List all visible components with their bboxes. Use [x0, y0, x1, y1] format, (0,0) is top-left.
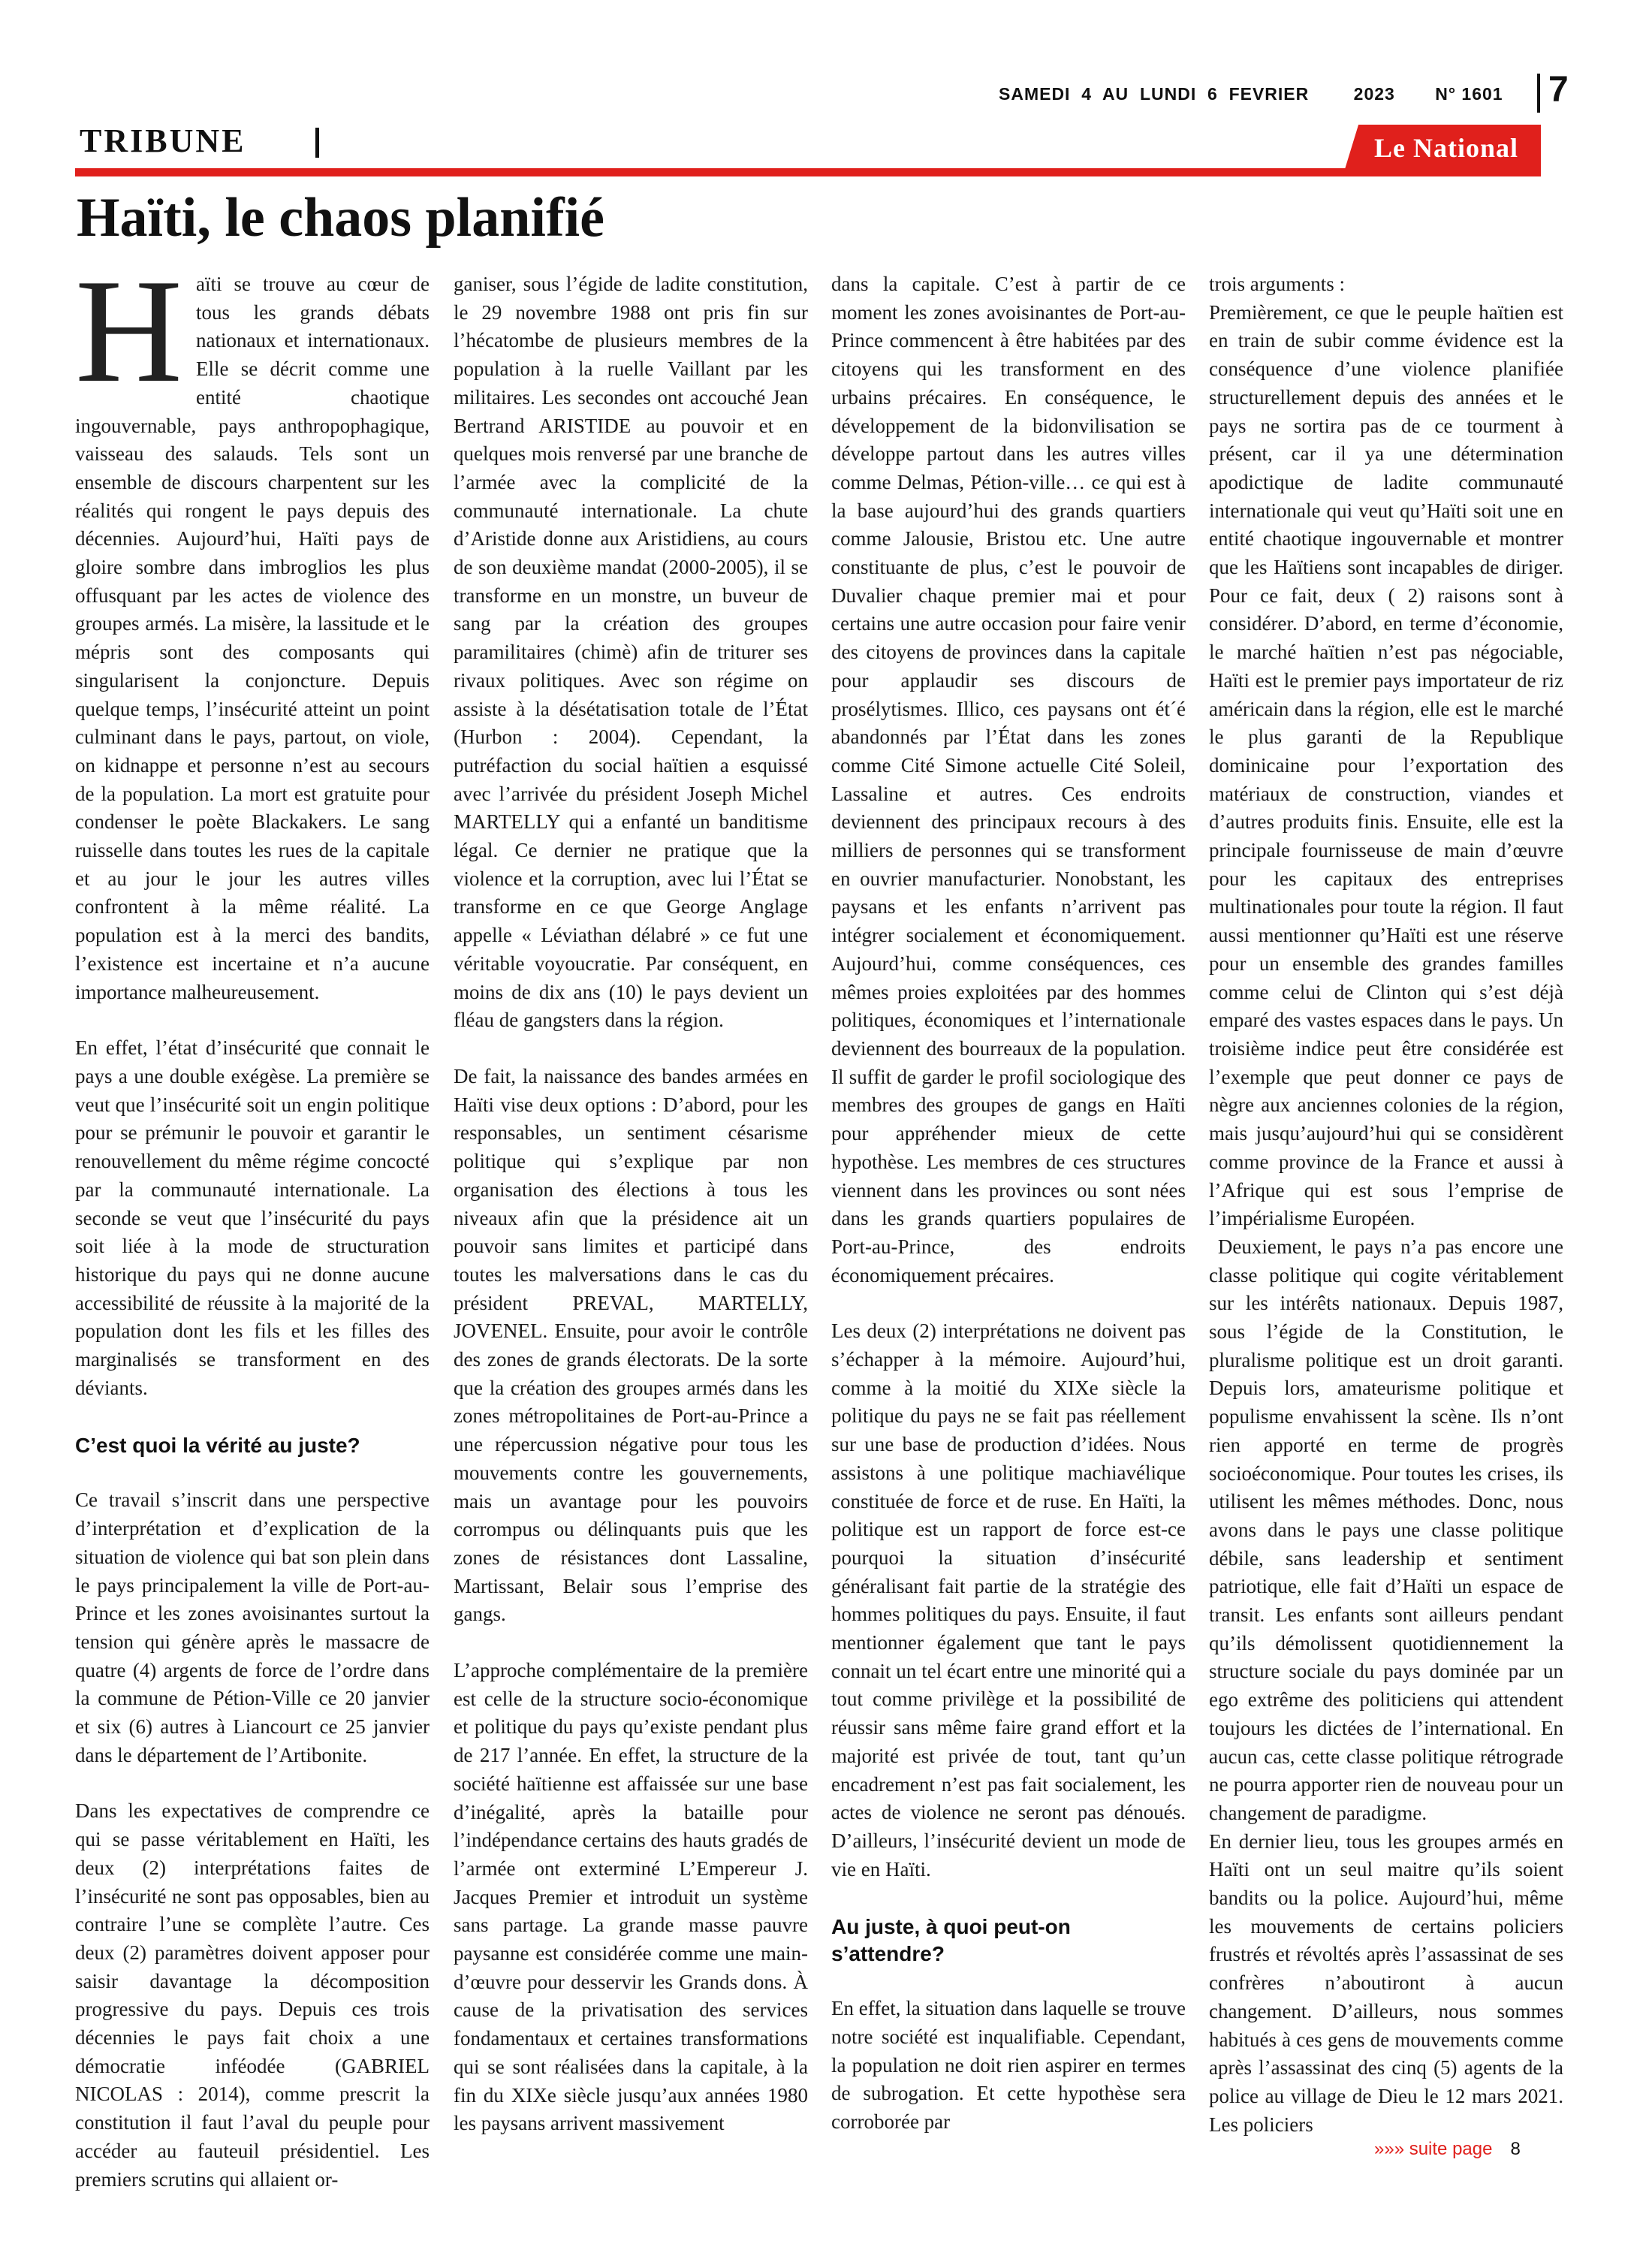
- paragraph: En dernier lieu, tous les groupes armés en Haïti ont un seul maitre qu’ils soient bandits ou la police. Aujourd’hui, même les mouvements de certains policiers frustrés et révoltés après l’assassinat de ses confrères n’aboutiront à aucun changement. D’ailleurs, nous sommes habitués à ces gens de mouvements comme après l’assassinat des cinq (5) agents de la police au village de Dieu le 12 mars 2021. Les policiers: [1209, 1829, 1563, 2136]
- article-column-1: [75, 249, 430, 2194]
- paragraph: En effet, la situation dans laquelle se trouve notre société est inqualifiable. Cependant, la population ne doit rien aspirer en termes de subrogation. Et cette hypothèse sera corroborée par: [831, 1997, 1186, 2134]
- paragraph: En effet, l’état d’insécurité que connait le pays a une double exégèse. La première se veut que l’insécurité soit un engin politique pour se prémunir le pouvoir et garantir le renouvellement du même régime concocté par la communauté internationale. La seconde se veut que l’insécurité du pays soit liée à la mode de structuration historique du pays qui ne donne aucune accessibilité de réussite à la majorité de la population dont les fils et les filles des marginalisés se transforment en des déviants.: [75, 1036, 430, 1399]
- brand-name: Le National: [1374, 133, 1519, 163]
- page-number: 7: [1548, 70, 1569, 110]
- issue-dateline: [999, 84, 1503, 104]
- article-column-4: [1209, 270, 1569, 2139]
- intro-text: aïti se trouve au cœur de tous les grands débats nationaux et internationaux. Elle se décrit comme une entité chaotique ingouvernable, pays anthropophagique, vaisseau des salauds. Tels sont un ensemble de discours charpentent sur les réalités qui rongent le pays depuis des décennies. Aujourd’hui, Haïti pays de gloire sombre dans imbroglios les plus offusquant par les actes de violence des groupes armés. La misère, la lassitude et le mépris sont des composants qui singularisent la conjoncture. Depuis quelque temps, l’insécurité atteint un point culminant dans le pays, partout, on viole, on kidnappe et personne n’est au secours de la population. La mort est gratuite pour condenser le poète Blackakers. Le sang ruisselle dans toutes les rues de la capitale et au jour le jour les autres villes confrontent à la même réalité. La population est à la merci des bandits, l’existence est incertaine et n’a aucune importance malheureusement.: [75, 273, 430, 1003]
- paragraph: Deuxiement, le pays n’a pas encore une classe politique qui cogite véritablement sur les intérêts nationaux. Depuis 1987, sous l’égide de la Constitution, le pluralisme politique est un droit garanti. Depuis lors, amateurisme politique et populisme envahissent la scène. Ils n’ont rien apporté en terme de progrès socioéconomique. Pour toutes les crises, ils utilisent les mêmes méthodes. Donc, nous avons dans le pays une classe politique débile, sans leadership et sentiment patriotique, elle fait d’Haïti un espace de transit. Les enfants sont ailleurs pendant qu’ils démolissent quotidiennement la structure sociale du pays dominée par un ego extrême des politiciens qui attendent toujours les dictées de l’international. En aucun cas, cette classe politique rétrograde ne pourra apporter rien de nouveau pour un changement de paradigme.: [1209, 1235, 1569, 1824]
- paragraph: Les deux (2) interprétations ne doivent pas s’échapper à la mémoire. Aujourd’hui, comme à la moitié du XIXe siècle la politique du pays ne se fait pas réellement sur une base de production d’idées. Nous assistons à une politique machiavélique constituée de force et de ruse. En Haïti, la politique est un rapport de force est-ce pourquoi la situation d’insécurité généralisant fait partie de la stratégie des hommes politiques du pays. Ensuite, il faut mentionner également que tant le pays connait un tel écart entre une minorité qui a tout comme privilège et la possibilité de réussir sans même faire grand effort et la majorité est privée de tout, tant qu’un encadrement n’est pas fait socialement, les actes de violence ne seront pas dénoués. D’ailleurs, l’insécurité devient un mode de vie en Haïti.: [831, 1320, 1186, 1881]
- subheading: C’est quoi la vérité au juste?: [75, 1434, 360, 1458]
- paragraph: De fait, la naissance des bandes armées en Haïti vise deux options : D’abord, pour les responsables, un sentiment césarisme politique qui s’explique par non organisation des élections à tous les niveaux afin que la présidence ait un pouvoir sans limites et participé dans toutes les malversations dans le cas du président PREVAL, MARTELLY, JOVENEL. Ensuite, pour avoir le contrôle des zones de grands électorats. De la sorte que la création des groupes armés dans les zones métropolitaines de Port-au-Prince a une répercussion négative pour tous les mouvements contre les gouvernements, mais un avantage pour les pouvoirs corrompus ou délinquants puis que les zones de résistances dont Lassaline, Martissant, Belair sous l’emprise des gangs.: [454, 1064, 808, 1626]
- paragraph: L’approche complémentaire de la première est celle de la structure socio-économique et politique du pays qu’existe pendant plus de 217 l’année. En effet, la structure de la société haïtienne est affaissée sur une base d’inégalité, après la bataille pour l’indépendance certains des hauts gradés de l’armée ont exterminé L’Empereur J. Jacques Premier et introduit un système sans partage. La grande masse pauvre paysanne est considérée comme une main-d’œuvre pour desservir les Grands dons. À cause de la privatisation des services fondamentaux et certaines transformations qui se sont réalisées dans la capitale, à la fin du XIXe siècle jusqu’aux années 1980 les paysans arrivent massivement: [454, 1659, 808, 2135]
- continued-label: »»» suite page: [1374, 2139, 1493, 2159]
- page-number-divider: [1537, 74, 1540, 113]
- paragraph: Ce travail s’inscrit dans une perspective d’interprétation et d’explication de la situation de violence qui bat son plein dans le pays principalement la ville de Port-au-Prince et les zones avoisinantes surtout la tension qui génère après le massacre de quatre (4) argents de force de l’ordre dans la commune de Pétion-Ville ce 20 janvier et six (6) autres à Liancourt ce 25 janvier dans le département de l’Artibonite.: [75, 1488, 430, 1766]
- issue-year: 2023: [1353, 84, 1395, 104]
- intro-paragraph: [75, 249, 430, 1006]
- continued-page-number: 8: [1510, 2139, 1521, 2159]
- article-column-3: [831, 270, 1186, 2137]
- continued-link[interactable]: [1374, 2139, 1521, 2160]
- subheading: Au juste, à quoi peut-on s’attendre?: [831, 1915, 1071, 1966]
- paragraph: dans la capitale. C’est à partir de ce moment les zones avoisinantes de Port-au-Prince commencent à être habitées par des citoyens qui les transforment en des urbains précaires. En conséquence, le développement de la bidonvilisation se développe partout dans les autres villes comme Delmas, Pétion-ville… ce qui est à la base aujourd’hui des grands quartiers comme Jalousie, Bristou etc. Une autre constituante de plus, c’est le pouvoir de Duvalier chaque premier mai et pour certains une autre occasion pour faire venir des citoyens de provinces dans la capitale pour applaudir ses discours de prosélytismes. Illico, ces paysans ont ét´é abandonnés par l’État dans les zones comme Cité Simone actuelle Cité Soleil, Lassaline et autres. Ces endroits deviennent des principaux recours à des milliers de personnes qui se transforment en ouvrier manufacturier. Nonobstant, les paysans et les enfants n’arrivent pas intégrer socialement et économiquement. Aujourd’hui, comme conséquences, ces mêmes proies exploitées par des hommes politiques, économiques et l’internationale deviennent des bourreaux de la population. Il suffit de garder le profil sociologique des membres des groupes de gangs en Haïti pour appréhender mieux de cette hypothèse. Les membres de ces structures viennent dans les provinces ou sont nées dans les grands quartiers populaires de Port-au-Prince, des endroits économiquement précaires.: [831, 273, 1186, 1286]
- drop-cap: H: [75, 249, 182, 413]
- issue-date: SAMEDI 4 AU LUNDI 6 FEVRIER: [999, 84, 1310, 104]
- article-title: Haïti, le chaos planifié: [77, 187, 604, 249]
- article-column-2: [454, 270, 808, 2138]
- paragraph: ganiser, sous l’égide de ladite constitution, le 29 novembre 1988 ont pris fin sur l’hécatombe de plusieurs membres de la population à la ruelle Vaillant par les militaires. Les secondes ont accouché Jean Bertrand ARISTIDE au pouvoir et en quelques mois renversé par une branche de l’armée avec la complicité de la communauté internationale. La chute d’Aristide donne aux Aristidiens, au cours de son deuxième mandat (2000-2005), il se transforme en un monstre, un buveur de sang par la création des groupes paramilitaires (chimè) afin de triturer ses rivaux politiques. Avec son régime on assiste à la désétatisation totale de l’État (Hurbon : 2004). Cependant, la putréfaction du social haïtien a esquissé avec l’arrivée du président Joseph Michel MARTELLY qui a enfanté un banditisme légal. Ce dernier ne pratique que la violence et la corruption, avec lui l’État se transforme en ce que George Anglage appelle « Léviathan délabré » ce fut une véritable voyoucratie. Par conséquent, en moins de dix ans (10) le pays devient un fléau de gangsters dans la région.: [454, 273, 808, 1032]
- section-divider: [315, 128, 319, 158]
- paragraph: Dans les expectatives de comprendre ce qui se passe véritablement en Haïti, les deux (2) interprétations faites de l’insécurité ne sont pas opposables, bien au contraire l’une se complète l’autre. Ces deux (2) paramètres doivent apposer pour saisir davantage la décomposition progressive du pays. Depuis ces trois décennies le pays fait choix a une démocratie inféodée (GABRIEL NICOLAS : 2014), comme prescrit la constitution il faut l’aval du peuple pour accéder au fauteuil présidentiel. Les premiers scrutins qui allaient or-: [75, 1799, 430, 2191]
- section-label: TRIBUNE: [80, 122, 246, 159]
- header-rule: [75, 168, 1541, 176]
- issue-number: N° 1601: [1435, 84, 1503, 104]
- paragraph: Premièrement, ce que le peuple haïtien est en train de subir comme évidence est la conséquence d’une violence planifiée structurellement depuis des années et le pays ne sortira pas de ce tourment à présent, car il ya une détermination apodictique de ladite communauté internationale qui veut qu’Haïti soit une en entité chaotique ingouvernable et montrer que les Haïtiens sont incapables de diriger. Pour ce fait, deux ( 2) raisons sont à considérer. D’abord, en terme d’économie, le marché haïtien n’est pas négociable, Haïti est le premier pays importateur de riz américain dans la région, elle est le marché le plus garanti de la Republique dominicaine pour l’exportation des matériaux de construction, viandes et d’autres produits finis. Ensuite, elle est la principale fournisseuse de main d’œuvre pour les capitaux des entreprises multinationales pour toute la région. Il faut aussi mentionner qu’Haïti est une réserve pour un ensemble des grandes familles comme celui de Clinton qui s’est déjà emparé des vastes espaces dans le pays. Un troisième indice peut être considérée est l’exemple que peut donner ce pays de nègre aux anciennes colonies de la région, mais jusqu’aujourd’hui qui se considèrent comme province de la France et aussi à l’Afrique qui est sous l’emprise de l’impérialisme Européen.: [1209, 300, 1563, 1230]
- paragraph: trois arguments :: [1209, 273, 1345, 295]
